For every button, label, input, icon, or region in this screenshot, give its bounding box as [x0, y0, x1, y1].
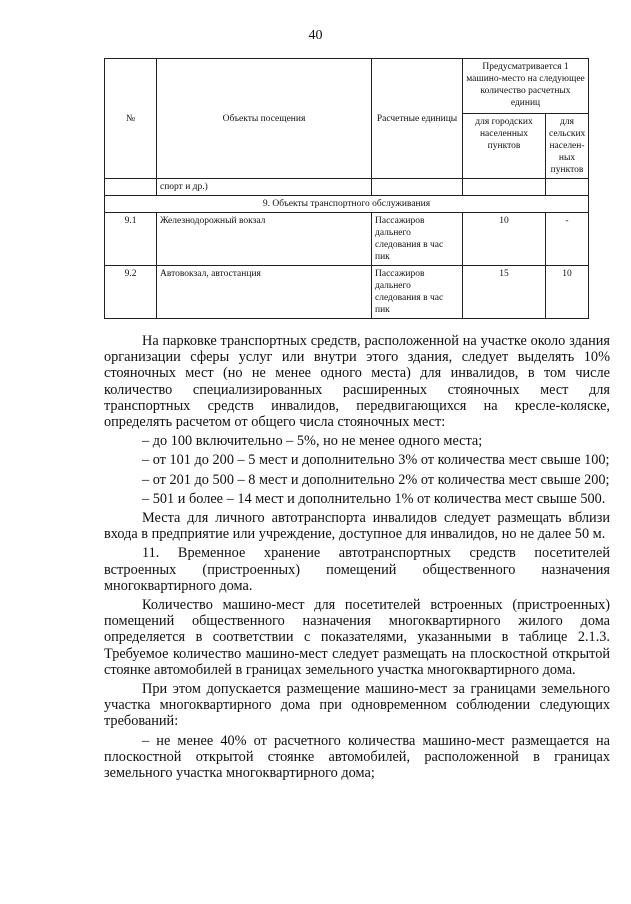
row-unit: Пассажиров дальнего следования в час пик: [372, 266, 463, 319]
header-rural: для сельских населен-ных пунктов: [546, 114, 589, 179]
list-item: – до 100 включительно – 5%, но не менее одного места;: [142, 433, 483, 450]
table-continuation-row: [105, 179, 589, 196]
table-section-row: [105, 196, 589, 213]
table-header-row: [105, 59, 589, 114]
row-object: Железнодорожный вокзал: [157, 213, 372, 266]
header-units: Расчетные единицы: [372, 59, 463, 179]
paragraph-section-11: 11. Временное хранение автотранспортных средств посетителей встроенных (пристроенных) помещений общественного назначения многоквартирного дома.: [104, 545, 610, 594]
table-row: [105, 213, 589, 266]
row-rural: -: [546, 213, 589, 266]
row-number: 9.1: [105, 213, 157, 266]
row-unit: Пассажиров дальнего следования в час пик: [372, 213, 463, 266]
parking-norms-table: [104, 58, 589, 319]
paragraph-visitor-spaces: Количество машино-мест для посетителей встроенных (пристроенных) помещений общественного назначения многоквартирного жилого дома определяется в соответствии с показателями, указанными в таблице 2.1.3. Требуемое количество машино-мест следует размещать на плоскостной открытой стоянке автомобилей в границах земельного участка многоквартирного дома.: [104, 597, 610, 678]
paragraph-personal-vehicles: Места для личного автотранспорта инвалидов следует размещать вблизи входа в предприятие или учреждение, доступное для инвалидов, но не далее 50 м.: [104, 510, 610, 543]
list-item: – не менее 40% от расчетного количества машино-мест размещается на плоскостной открытой стоянке автомобилей, расположенной в границах земельного участка многоквартирного дома;: [104, 732, 610, 782]
row-urban: 10: [463, 213, 546, 266]
header-provided: Предусматривается 1 машино-место на следующее количество расчетных единиц: [463, 59, 589, 114]
document-body: [104, 333, 610, 781]
header-number: №: [105, 59, 157, 179]
paragraph-disabled-parking: На парковке транспортных средств, расположенной на участке около здания организации сферы услуг или внутри этого здания, следует выделять 10% стояночных мест (но не менее одного места) для инвалидов, в том числе количество специализированных расширенных стояночных мест для транспортных средств инвалидов, передвигающихся на кресле-коляске, определять расчетом от общего числа стояночных мест:: [104, 333, 610, 431]
list-item: – 501 и более – 14 мест и дополнительно 1% от количества мест свыше 500.: [142, 490, 606, 507]
row-object: Автовокзал, автостанция: [157, 266, 372, 319]
header-objects: Объекты посещения: [157, 59, 372, 179]
section-title: 9. Объекты транспортного обслуживания: [105, 196, 589, 213]
continuation-cell: спорт и др.): [157, 179, 372, 196]
row-number: 9.2: [105, 266, 157, 319]
page-number: 40: [308, 28, 323, 43]
paragraph-allowed-placement: При этом допускается размещение машино-мест за границами земельного участка многоквартирного дома при одновременном соблюдении следующих требований:: [104, 681, 610, 730]
row-rural: 10: [546, 266, 589, 319]
table-row: [105, 266, 589, 319]
header-urban: для городских населенных пунктов: [463, 114, 546, 179]
list-item: – от 101 до 200 – 5 мест и дополнительно 3% от количества мест свыше 100;: [142, 452, 610, 469]
row-urban: 15: [463, 266, 546, 319]
list-item: – от 201 до 500 – 8 мест и дополнительно 2% от количества мест свыше 200;: [142, 471, 610, 488]
